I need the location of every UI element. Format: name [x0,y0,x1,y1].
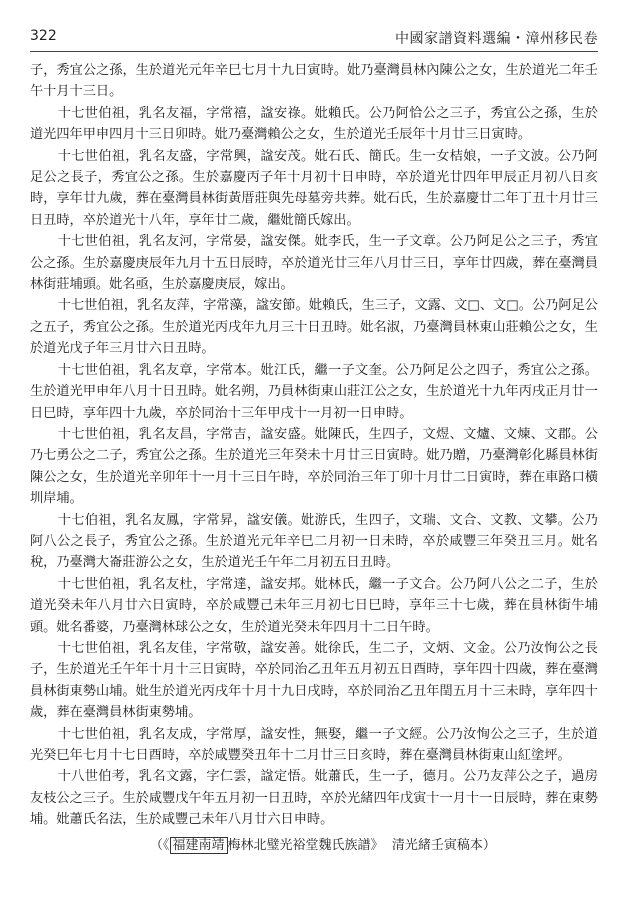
paragraph: 十七世伯祖，乳名友章，字常本。妣江氏，繼一子文奎。公乃阿足公之四子，秀宜公之孫。生於道光甲申年八月十日丑時。妣名朔，乃員林街東山莊江公之女，生於道光十九年丙戌正月廿一日巳時，享年四十九歲，卒於同治十三年甲戌十一月初一日申時。 [30,362,598,421]
paragraph: 十七世伯祖，乳名友河，字常晏，諡安傑。妣李氏，生一子文章。公乃阿足公之三子，秀宜公之孫。生於嘉慶庚辰年九月十五日辰時，卒於道光廿三年八月廿三日，享年廿四歲，葬在臺灣員林街莊埔頭。妣名亟，生於嘉慶庚辰，嫁出。 [30,234,598,293]
header-rule [30,51,598,52]
paragraph: 十七世伯祖，乳名友杜，字常達，諡安邦。妣林氏，繼一子文合。公乃阿八公之二子，生於道光癸未年八月廿六日寅時，卒於咸豐己未年三月初七日巳時，享年三十七歲，葬在員林街牛埔頭。妣名番婆，乃臺灣林球公之女，生於道光癸未年四月十二日午時。 [30,576,598,635]
citation-open: （《 [150,838,170,853]
paragraph: 十七世伯祖，乳名友成，字常厚，諡安性，無娶，繼一子文經。公乃汝恂公之三子，生於道光癸巳年七月十七日酉時，卒於咸豐癸丑年十二月廿三日亥時，葬在臺灣員林街東山紅塗坪。 [30,726,598,763]
paragraph: 十七世伯祖，乳名友盛，字常興，諡安茂。妣石氏、簡氏。生一女桔娘，一子文波。公乃阿足公之長子，秀宜公之孫。生於嘉慶丙子年十月初十日申時，卒於道光廿四年甲辰正月初八日亥時，享年廿九歲，葬在臺灣員林街黃厝莊與先母墓旁共葬。妣石氏，生於嘉慶廿二年丁丑十月廿三日丑時，卒於道光十八年，享年廿二歲，繼妣簡氏嫁出。 [30,148,598,228]
paragraph: 十七世伯祖，乳名友昌，字常吉，諡安盛。妣陳氏，生四子，文煜、文爐、文煉、文郡。公乃七勇公之二子，秀宜公之孫。生於道光三年癸未十月廿三日寅時。妣乃贈，乃臺灣彰化縣員林街陳公之女，生於道光辛卯年十一月十三日午時，卒於同治三年丁卯十月廿二日寅時，葬在車路口橫圳岸埔。 [30,426,598,507]
body-text [30,60,598,831]
paragraph: 十七世伯祖，乳名友萍，字常藻，諡安節。妣賴氏，生三子，文露、文□、文□。公乃阿足公之五子，秀宜公之孫。生於道光丙戌年九月三十日丑時。妣名淑，乃臺灣員林東山莊賴公之女，生於道光戊子年三月廿六日丑時。 [30,298,598,357]
source-citation [150,834,588,853]
citation-note: 清光緒壬寅稿本） [391,838,496,853]
citation-title: 梅林北璧光裕堂魏氏族譜 [227,838,371,853]
paragraph: 十七世伯祖，乳名友佳，字常敬，諡安善。妣徐氏，生二子，文炳、文金。公乃汝恂公之長子，生於道光壬午年十月十三日寅時，卒於同治乙丑年五月初五日酉時，享年四十四歲，葬在臺灣員林街東勢山埔。妣生於道光丙戌年十月十九日戌時，卒於同治乙丑年閏五月十三未時，享年四十歲，葬在臺灣員林街東勢埔。 [30,640,598,721]
page-number: 322 [30,28,57,44]
citation-region-box: 福建南靖 [170,837,228,854]
citation-close: 》 [370,838,384,853]
paragraph: 子，秀宜公之孫，生於道光元年辛巳七月十九日寅時。妣乃臺灣員林內陳公之女，生於道光二年壬午十月十三日。 [30,63,598,100]
paragraph: 十八世伯考，乳名文露，字仁雲，諡定悟。妣蕭氏，生一子，德月。公乃友萍公之子，過房友枝公之三子。生於咸豐戊午年五月初一日丑時，卒於光緒四年戊寅十一月十一日辰時，葬在東勢埔。妣蕭氏名法，生於咸豐己未年八月廿六日申時。 [30,769,598,828]
paragraph: 十七伯祖，乳名友鳳，字常昇，諡安儀。妣游氏，生四子，文瑞、文合、文教、文攀。公乃阿八公之長子，秀宜公之孫。生於道光元年辛巳二月初一日未時，卒於咸豐三年癸丑三月。妣名稅，乃臺灣大崙莊游公之女，生於道光壬午年二月初五日丑時。 [30,512,598,571]
page-header [30,28,598,50]
running-title: 中國家譜資料選編・漳州移民卷 [395,31,598,47]
paragraph: 十七世伯祖，乳名友福，字常禧，諡安祿。妣賴氏。公乃阿恰公之三子，秀宜公之孫，生於道光四年甲申四月十三日卯時。妣乃臺灣賴公之女，生於道光壬辰年十月廿三日寅時。 [30,105,598,143]
